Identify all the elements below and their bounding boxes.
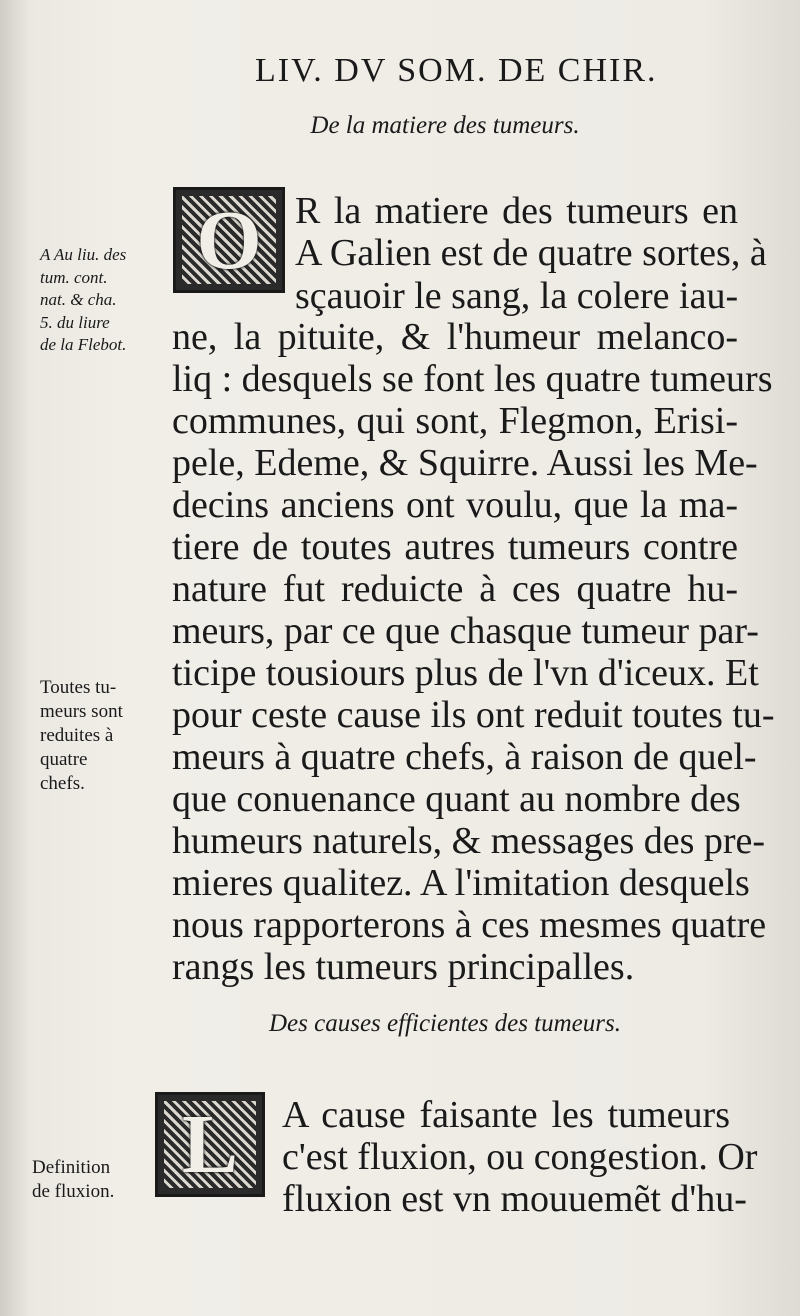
running-head: LIV. DV SOM. DE CHIR. [255,52,658,89]
text-line: A Galien est de quatre sortes, à [295,232,767,274]
section-title-matiere: De la matiere des tumeurs. [310,112,580,139]
margin-note-line: Toutes tu- [40,677,117,698]
margin-note-line: 5. du liure [40,312,110,332]
text-line: tiere de toutes autres tumeurs contre [172,526,738,568]
margin-note-definition-fluxion [32,1156,160,1204]
text-line: pele, Edeme, & Squirre. Aussi les Me- [172,442,758,484]
margin-note-line: Definition [32,1157,111,1178]
margin-note-line: tum. cont. [40,267,108,287]
margin-note-quatre-chefs [40,676,168,796]
margin-note-line: A Au liu. des [40,245,127,264]
margin-note-line: quatre [40,749,88,770]
text-line: meurs, par ce que chasque tumeur par- [172,610,759,652]
margin-note-line: reduites à [40,725,114,746]
margin-note-line: nat. & cha. [40,290,117,309]
text-line: mieres qualitez. A l'imitation desquels [172,862,750,904]
text-line: nature fut reduicte à ces quatre hu- [172,568,738,610]
section-title-causes: Des causes efficientes des tumeurs. [268,1010,621,1037]
text-line: fluxion est vn mouuemẽt d'hu- [282,1178,747,1220]
text-line: ticipe tousiours plus de l'vn d'iceux. Et [172,652,759,694]
text-line: decins anciens ont voulu, que la ma- [172,484,738,526]
text-line: sçauoir le sang, la colere iau- [295,275,739,317]
margin-note-line: de la Flebot. [40,335,127,354]
text-line: ne, la pituite, & l'humeur melanco- [172,316,738,358]
text-line: que conuenance quant au nombre des [172,778,741,820]
text-line: humeurs naturels, & messages des pre- [172,820,766,862]
ornamental-initial-l [155,1092,265,1197]
text-line: communes, qui sont, Flegmon, Erisi- [172,400,738,442]
text-line: pour ceste cause ils ont reduit toutes tu- [172,694,775,736]
text-line: c'est fluxion, ou congestion. Or [282,1136,758,1178]
text-line: rangs les tumeurs principalles. [172,946,635,988]
margin-note-line: meurs sont [40,701,123,722]
text-line: liq : desquels se font les quatre tumeurs [172,358,773,400]
margin-note-line: de fluxion. [32,1181,115,1202]
margin-note-line: chefs. [40,773,85,794]
initial-letter: O [196,193,262,287]
ornamental-initial-o [173,187,285,293]
text-line: nous rapporterons à ces mesmes quatre [172,904,767,946]
text-line: meurs à quatre chefs, à raison de quel- [172,736,757,778]
text-line: A cause faisante les tumeurs [282,1094,730,1136]
initial-letter: L [181,1098,239,1191]
margin-note-galien-reference [40,244,168,357]
text-line: R la matiere des tumeurs en [295,190,738,232]
